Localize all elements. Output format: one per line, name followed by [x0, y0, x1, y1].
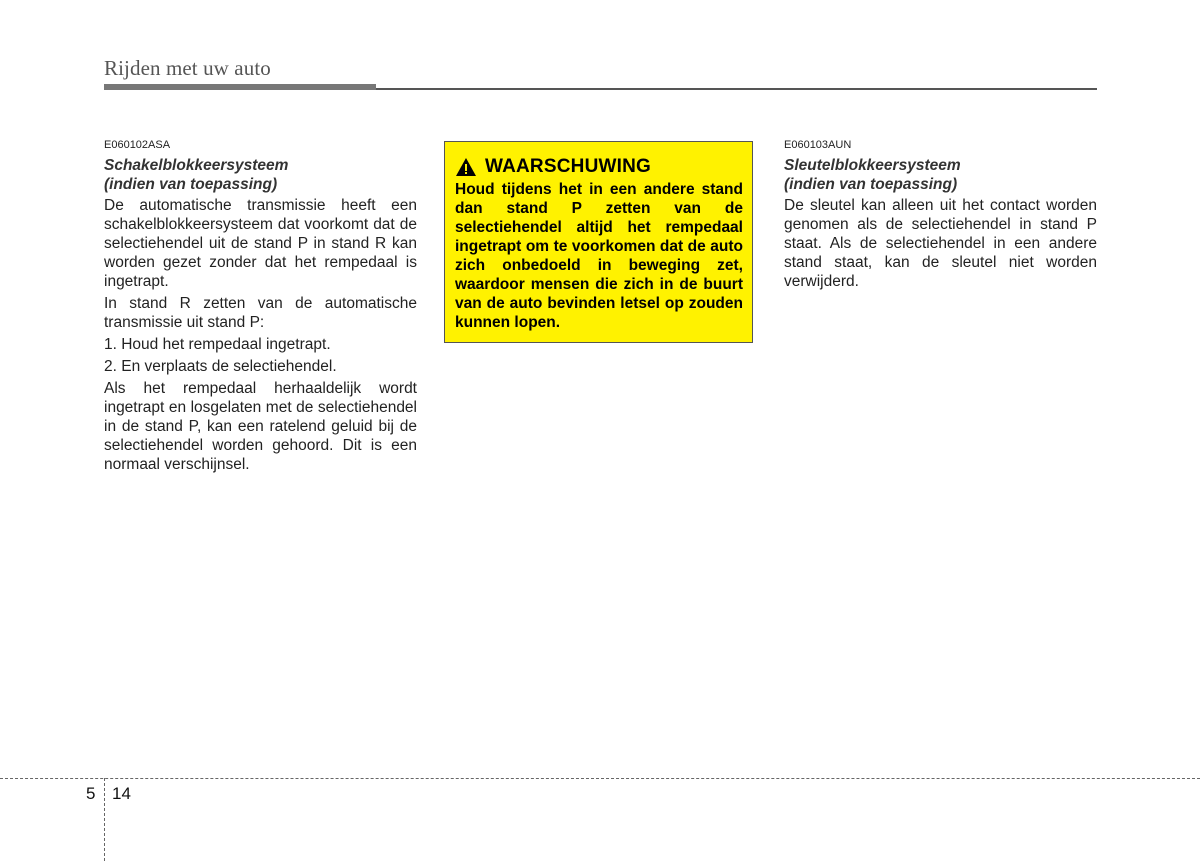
page-header-title: Rijden met uw auto — [104, 56, 271, 80]
section-code: E060103AUN — [784, 139, 852, 151]
warning-title-row — [455, 154, 743, 180]
page-section-number: 5 — [86, 784, 96, 803]
section-subheading: (indien van toepassing) — [784, 176, 958, 193]
warning-box — [444, 141, 753, 343]
warning-triangle-icon — [455, 157, 477, 177]
section-heading: Schakelblokkeersysteem — [104, 157, 289, 174]
page-number: 14 — [112, 784, 131, 803]
header-rule-thin — [376, 88, 1097, 90]
right-column — [784, 139, 1097, 291]
footer-vertical-divider — [104, 778, 105, 861]
section-code: E060102ASA — [104, 139, 171, 151]
left-column — [104, 139, 417, 474]
body-paragraph: In stand R zetten van de automatische transmissie uit stand P: — [104, 295, 417, 331]
body-paragraph: De automatische transmissie heeft een schakelblokkeersysteem dat voorkomt dat de selectiehendel uit de stand P in stand R kan worden gezet zonder dat het rempedaal is ingetrapt. — [104, 197, 417, 290]
body-paragraph: De sleutel kan alleen uit het contact worden genomen als de selectiehendel in stand P staat. Als de selectiehendel in een andere stand staat, kan de sleutel niet worden verwijderd. — [784, 197, 1097, 290]
section-heading: Sleutelblokkeersysteem — [784, 157, 961, 174]
list-item: 1. Houd het rempedaal ingetrapt. — [104, 336, 331, 353]
header-rule-thick — [104, 84, 376, 90]
warning-title: WAARSCHUWING — [485, 156, 651, 177]
warning-text: Houd tijdens het in een andere stand dan stand P zetten van de selectiehendel altijd het rempedaal ingetrapt om te voorkomen dat de auto zich onbedoeld in beweging zet, waardoor mensen die zich in de buurt van de auto bevinden letsel op zouden kunnen lopen. — [455, 181, 743, 331]
body-paragraph: Als het rempedaal herhaaldelijk wordt ingetrapt en losgelaten met de selectiehendel in de stand P, kan een ratelend geluid bij de selectiehendel worden gehoord. Dit is een normaal verschijnsel. — [104, 380, 417, 473]
section-subheading: (indien van toepassing) — [104, 176, 278, 193]
footer-dashed-line — [0, 778, 1200, 779]
list-item: 2. En verplaats de selectiehendel. — [104, 358, 337, 375]
